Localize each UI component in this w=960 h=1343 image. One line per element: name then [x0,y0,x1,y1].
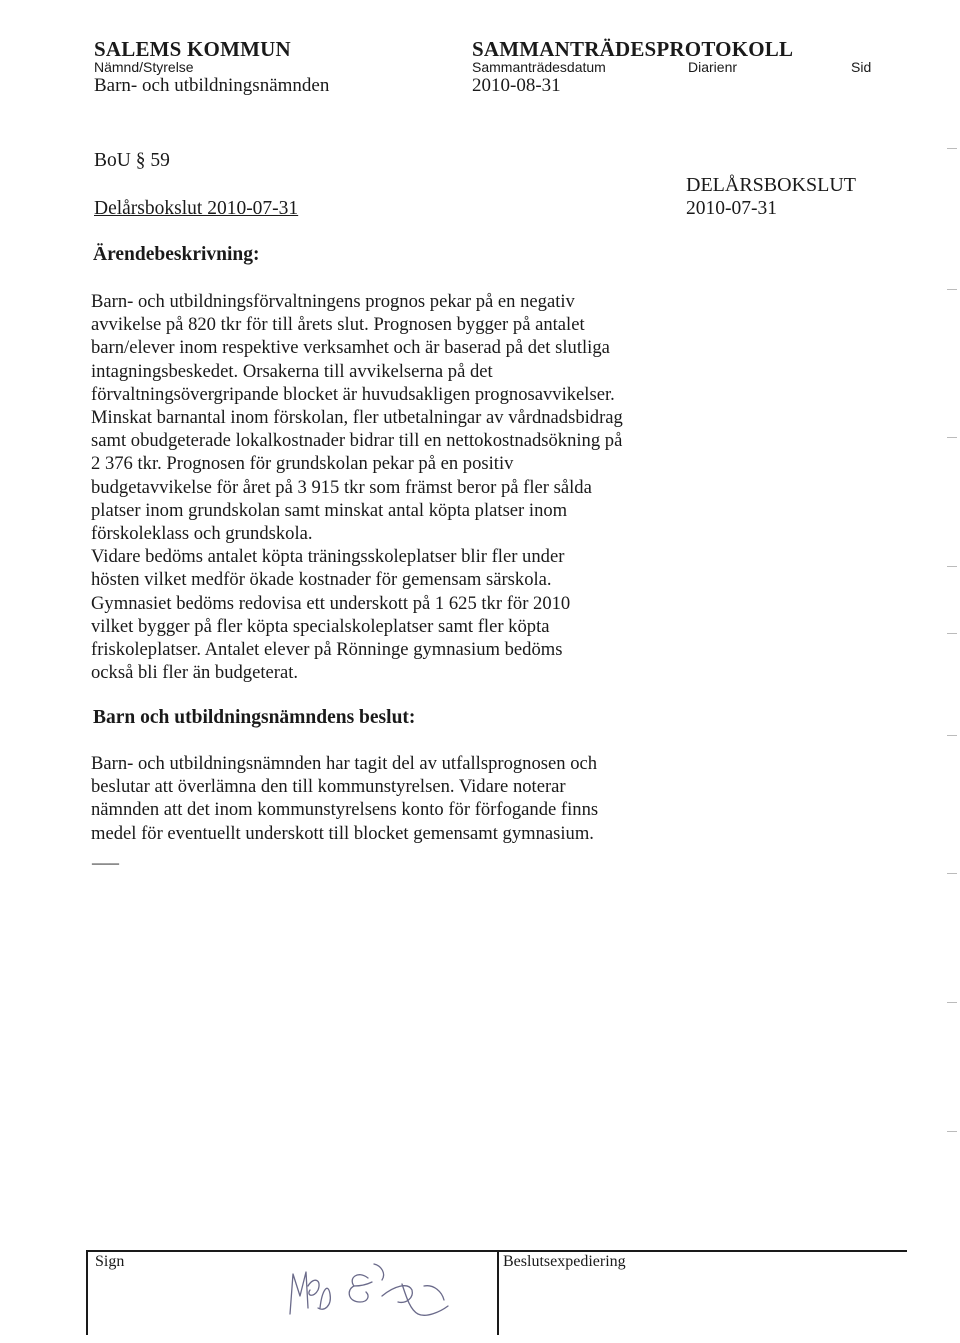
decision-line: Barn- och utbildningsnämnden har tagit del av utfallsprognosen och [91,753,598,774]
description-line: förvaltningsövergripande blocket är huvudsakligen prognosavvikelser. [91,383,615,405]
decision-line: beslutar att överlämna den till kommunstyrelsen. Vidare noterar [91,776,566,798]
description-line: platser inom grundskolan samt minskat antal köpta platser inom [91,499,568,521]
diarienr-label: Diarienr [688,59,738,75]
description-line: Barn- och utbildningsförvaltningens prognos pekar på en negativ [91,291,575,312]
signature-initials [284,1256,484,1326]
description-line: hösten vilket medför ökade kostnader för gemensam särskola. [91,569,552,591]
description-line: också bli fler än budgeterat. [91,662,299,684]
description-line: avvikelse på 820 tkr för till årets slut. Prognosen bygger på antalet [91,314,585,336]
description-line: förskoleklass och grundskola. [91,523,313,545]
description-heading: Ärendebeskrivning: [93,244,260,265]
footer-left-rule [86,1250,88,1335]
footer-middle-rule [497,1250,499,1335]
body-label: Nämnd/Styrelse [94,59,194,75]
decision-line: nämnden att det inom kommunstyrelsens konto för förfogande finns [91,799,599,821]
description-line: intagningsbeskedet. Orsakerna till avvikelserna på det [91,360,493,382]
decision-line: medel för eventuellt underskott till blocket gemensamt gymnasium. [91,822,594,844]
description-line: budgetavvikelse för året på 3 915 tkr som främst beror på fler sålda [91,476,592,498]
meeting-date: 2010-08-31 [472,75,561,96]
ref-date: 2010-07-31 [686,198,777,219]
sign-label: Sign [95,1253,125,1270]
decision-heading: Barn och utbildningsnämndens beslut: [93,707,416,728]
org-name: SALEMS KOMMUN [94,37,291,61]
dispatch-label: Beslutsexpediering [503,1253,626,1270]
description-line: 2 376 tkr. Prognosen för grundskolan pekar på en positiv [91,453,514,475]
ref-title: DELÅRSBOKSLUT [686,174,857,196]
description-line: Vidare bedöms antalet köpta träningsskoleplatser blir fler under [91,546,565,568]
description-line: vilket bygger på fler köpta specialskoleplatser samt fler köpta [91,615,550,637]
description-line: Gymnasiet bedöms redovisa ett underskott på 1 625 tkr för 2010 [91,592,571,614]
description-line: samt obudgeterade lokalkostnader bidrar till en nettokostnadsökning på [91,430,623,452]
item-subject: Delårsbokslut 2010-07-31 [94,198,299,219]
decision-body [91,752,691,845]
description-body [91,290,691,684]
description-line: Minskat barnantal inom förskolan, fler utbetalningar av vårdnadsbidrag [91,407,623,429]
sid-label: Sid [851,59,872,75]
description-line: barn/elever inom respektive verksamhet och är baserad på det slutliga [91,337,610,359]
end-mark: ___ [92,846,119,866]
doc-type: SAMMANTRÄDESPROTOKOLL [472,37,794,61]
body-name: Barn- och utbildningsnämnden [94,75,330,96]
description-line: friskoleplatser. Antalet elever på Rönninge gymnasium bedöms [91,639,563,661]
date-label: Sammanträdesdatum [472,59,606,75]
paragraph-number: BoU § 59 [94,150,170,171]
